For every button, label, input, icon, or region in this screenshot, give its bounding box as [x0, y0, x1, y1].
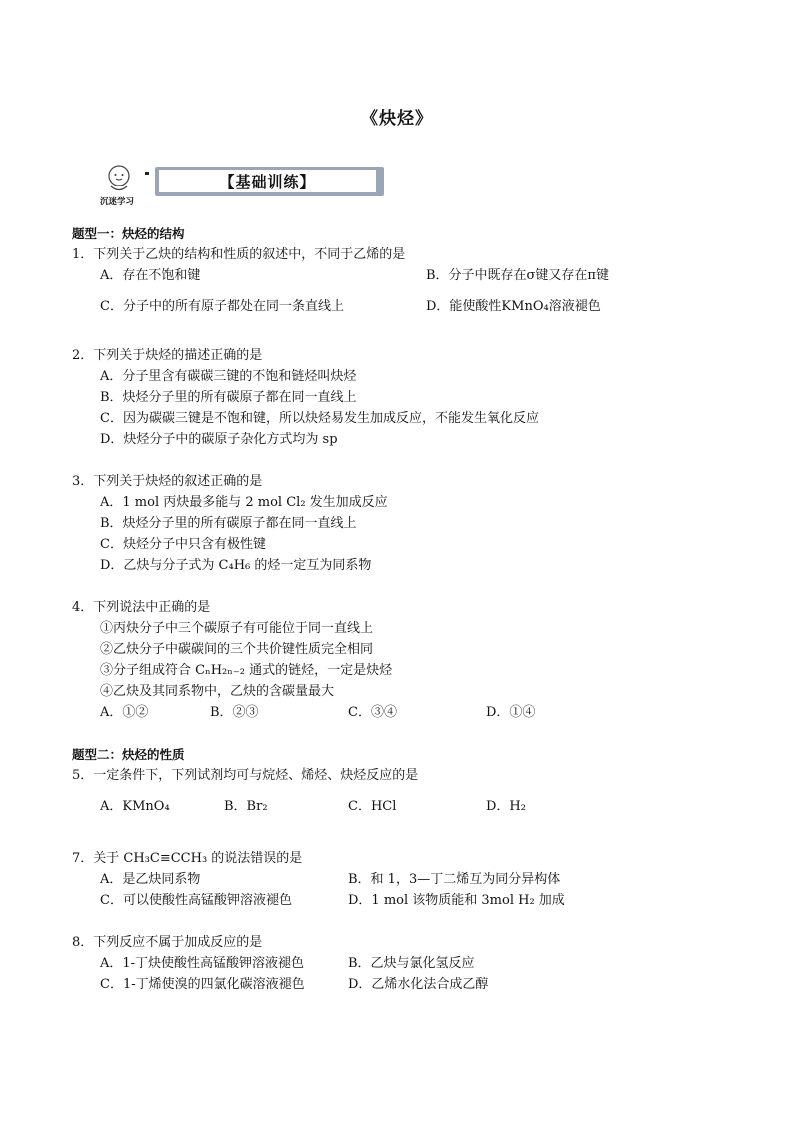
q2-stem: 2．下列关于炔烃的描述正确的是 [72, 348, 263, 363]
q4-statement-3: ③分子组成符合 CₙH₂ₙ₋₂ 通式的链烃，一定是炔烃 [100, 663, 393, 678]
q2-option-c: C．因为碳碳三键是不饱和键，所以炔烃易发生加成反应，不能发生氧化反应 [100, 411, 539, 426]
q4-option-c: C．③④ [348, 705, 397, 720]
q4-statement-2: ②乙炔分子中碳碳间的三个共价键性质完全相同 [100, 642, 374, 657]
q5-option-c: C．HCl [348, 799, 397, 814]
q4-option-b: B．②③ [210, 705, 259, 720]
q1-option-d: D．能使酸性KMnO₄溶液褪色 [426, 299, 601, 314]
q1-stem: 1．下列关于乙炔的结构和性质的叙述中，不同于乙烯的是 [72, 247, 406, 262]
bullet-dot [145, 172, 149, 175]
mascot-label: 沉迷学习 [100, 197, 135, 207]
training-badge [155, 167, 384, 196]
q1-options-row2 [72, 296, 712, 317]
q1-option-b: B．分子中既存在σ键又存在π键 [426, 268, 609, 283]
q4-option-a: A．①② [100, 705, 149, 720]
q8-stem: 8．下列反应不属于加成反应的是 [72, 935, 263, 950]
q3-option-a: A．1 mol 丙炔最多能与 2 mol Cl₂ 发生加成反应 [100, 495, 388, 510]
q1-options-row1 [72, 265, 712, 286]
section-heading-properties: 题型二：炔烃的性质 [72, 747, 185, 762]
q3-option-c: C．炔烃分子中只含有极性键 [100, 537, 266, 552]
q7-option-b: B．和 1，3—丁二烯互为同分异构体 [348, 872, 561, 887]
q8-options-row2 [72, 974, 712, 995]
q2-option-a: A．分子里含有碳碳三键的不饱和链烃叫炔烃 [100, 369, 357, 384]
q8-option-a: A．1-丁炔使酸性高锰酸钾溶液褪色 [100, 956, 305, 971]
q8-option-b: B．乙炔与氯化氢反应 [348, 956, 475, 971]
q7-stem: 7．关于 CH₃C≡CCH₃ 的说法错误的是 [72, 851, 303, 866]
q5-stem: 5．一定条件下，下列试剂均可与烷烃、烯烃、炔烃反应的是 [72, 768, 419, 783]
q3-stem: 3．下列关于炔烃的叙述正确的是 [72, 474, 263, 489]
section-heading-structure: 题型一：炔烃的结构 [72, 226, 185, 241]
q1-option-c: C．分子中的所有原子都处在同一条直线上 [100, 299, 344, 314]
badge-label: 【基础训练】 [159, 170, 376, 192]
q4-stem: 4．下列说法中正确的是 [72, 600, 211, 615]
q4-statement-4: ④乙炔及其同系物中，乙炔的含碳量最大 [100, 684, 335, 699]
q2-option-d: D．炔烃分子中的碳原子杂化方式均为 sp [100, 432, 338, 447]
q5-options-row [72, 796, 712, 817]
q4-statement-1: ①丙炔分子中三个碳原子有可能位于同一直线上 [100, 621, 374, 636]
q4-option-d: D．①④ [486, 705, 536, 720]
page-title: 《炔烃》 [361, 109, 433, 129]
section-banner [100, 163, 316, 207]
q3-option-d: D．乙炔与分子式为 C₄H₆ 的烃一定互为同系物 [100, 558, 372, 573]
q7-options-row1 [72, 869, 712, 890]
q3-option-b: B．炔烃分子里的所有碳原子都在同一直线上 [100, 516, 357, 531]
q8-option-c: C．1-丁烯使溴的四氯化碳溶液褪色 [100, 977, 305, 992]
q8-option-d: D．乙烯水化法合成乙醇 [348, 977, 489, 992]
q1-option-a: A．存在不饱和键 [100, 268, 201, 283]
q7-option-a: A．是乙炔同系物 [100, 872, 201, 887]
q5-option-d: D．H₂ [486, 799, 526, 814]
q2-option-b: B．炔烃分子里的所有碳原子都在同一直线上 [100, 390, 357, 405]
q7-options-row2 [72, 890, 712, 911]
q4-options-row [72, 702, 712, 723]
q5-option-b: B．Br₂ [224, 799, 268, 814]
question-list [72, 223, 712, 995]
q7-option-d: D．1 mol 该物质能和 3mol H₂ 加成 [348, 893, 565, 908]
q5-option-a: A．KMnO₄ [100, 799, 170, 814]
q7-option-c: C．可以使酸性高锰酸钾溶液褪色 [100, 893, 292, 908]
q8-options-row1 [72, 953, 712, 974]
